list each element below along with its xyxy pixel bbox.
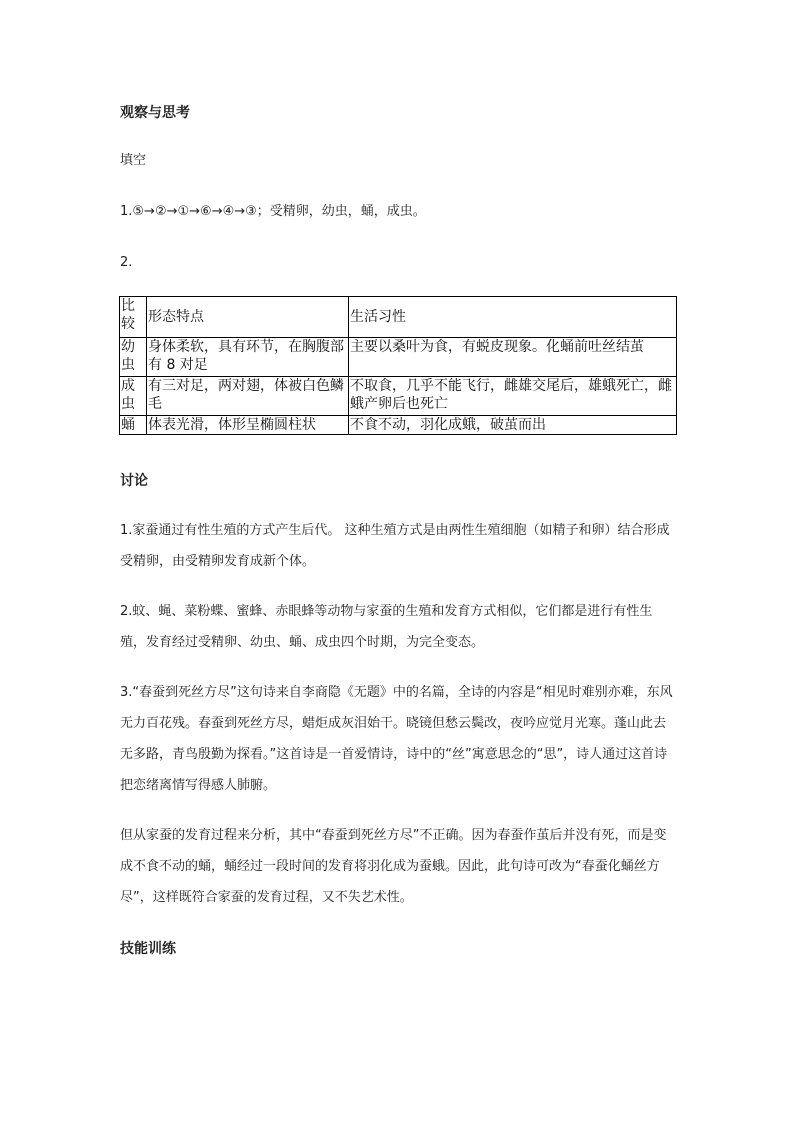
section-title-observe: 观察与思考	[120, 105, 190, 121]
discussion-paragraph-2: 2.蚊、蝇、菜粉蝶、蜜蜂、赤眼蜂等动物与家蚕的生殖和发育方式相似，它们都是进行有性生殖，发育经过受精卵、幼虫、蛹、成虫四个时期，为完全变态。	[120, 604, 653, 650]
table-cell-form: 体表光滑，体形呈椭圆柱状	[147, 416, 349, 435]
silkworm-comparison-table	[119, 296, 677, 435]
table-cell-habit: 不食不动，羽化成蛾，破茧而出	[349, 416, 677, 435]
table-row	[120, 338, 677, 377]
table-row	[120, 416, 677, 435]
discussion-paragraph-1: 1.家蚕通过有性生殖的方式产生后代。 这种生殖方式是由两性生殖细胞（如精子和卵）结合形成受精卵，由受精卵发育成新个体。	[120, 523, 670, 569]
table-cell-stage: 蛹	[120, 416, 147, 435]
answer-1: 1.⑤→②→①→⑥→④→③；受精卵，幼虫，蛹，成虫。	[120, 204, 426, 219]
discussion-paragraph-3: 3.“春蚕到死丝方尽”这句诗来自李商隐《无题》中的名篇，全诗的内容是“相见时难别亦难，东风无力百花残。春蚕到死丝方尽，蜡炬成灰泪始干。晓镜但愁云鬓改，夜吟应觉月光寒。蓬山此去无多路，青鸟殷勤为探看。”这首诗是一首爱情诗，诗中的“丝”寓意思念的“思”，诗人通过这首诗把恋绪离情写得感人肺腑。	[120, 685, 673, 793]
table-header-form: 形态特点	[147, 297, 349, 338]
table-cell-form: 有三对足，两对翅，体被白色鳞毛	[147, 377, 349, 416]
answer-2-label: 2.	[120, 255, 133, 270]
table-cell-stage: 幼虫	[120, 338, 147, 377]
table-cell-stage: 成虫	[120, 377, 147, 416]
table-cell-habit: 不取食，几乎不能飞行，雌雄交尾后，雄蛾死亡，雌蛾产卵后也死亡	[349, 377, 677, 416]
table-cell-habit: 主要以桑叶为食，有蜕皮现象。化蛹前吐丝结茧	[349, 338, 677, 377]
table-header-habit: 生活习性	[349, 297, 677, 338]
section-title-fill: 填空	[120, 153, 147, 168]
discussion-paragraph-4: 但从家蚕的发育过程来分析，其中“春蚕到死丝方尽”不正确。因为春蚕作茧后并没有死，而是变成不食不动的蛹，蛹经过一段时间的发育将羽化成为蚕蛾。因此，此句诗可改为“春蚕化蛹丝方尽”，这样既符合家蚕的发育过程，又不失艺术性。	[120, 828, 667, 905]
table-header-row	[120, 297, 677, 338]
table-header-compare: 比较	[120, 297, 147, 338]
table-cell-form: 身体柔软，具有环节，在胸腹部有 8 对足	[147, 338, 349, 377]
table-row	[120, 377, 677, 416]
section-title-skills: 技能训练	[120, 941, 176, 957]
section-title-discussion: 讨论	[120, 473, 148, 489]
